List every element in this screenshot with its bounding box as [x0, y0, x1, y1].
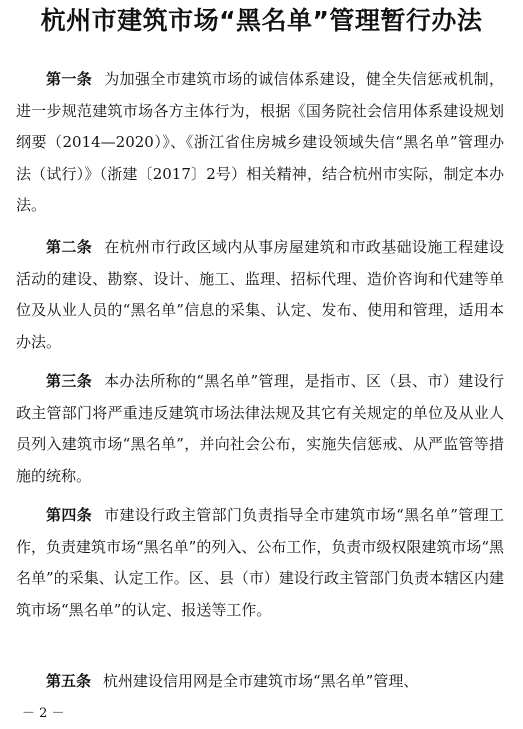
article-5-text: 杭州建设信用网是全市建筑市场“黑名单”管理、: [103, 672, 419, 690]
article-3-text: 本办法所称的“黑名单”管理，是指市、区（县、市）建设行政主管部门将严重违反建筑市场法律法规及其它有关规定的单位及从业人员列入建筑市场“黑名单”，并向社会公布，实施失信惩戒、从严监管等措施的统称。: [16, 372, 504, 485]
article-2: [16, 232, 504, 358]
article-4: [16, 500, 504, 626]
article-4-label: 第四条: [46, 506, 93, 524]
page-number: － 2 －: [22, 706, 65, 721]
article-2-label: 第二条: [46, 238, 93, 256]
article-1: [16, 64, 504, 222]
article-2-text: 在杭州市行政区域内从事房屋建筑和市政基础设施工程建设活动的建设、勘察、设计、施工、监理、招标代理、造价咨询和代建等单位及从业人员的“黑名单”信息的采集、认定、发布、使用和管理，适用本办法。: [16, 238, 504, 351]
article-5: [16, 666, 504, 698]
article-1-text: 为加强全市建筑市场的诚信体系建设，健全失信惩戒机制，进一步规范建筑市场各方主体行为，根据《国务院社会信用体系建设规划纲要（2014—2020）》、《浙江省住房城乡建设领域失信“黑名单”管理办法（试行）》（浙建〔2017〕2号）相关精神，结合杭州市实际，制定本办法。: [16, 70, 504, 214]
article-4-text: 市建设行政主管部门负责指导全市建筑市场“黑名单”管理工作，负责建筑市场“黑名单”的列入、公布工作，负责市级权限建筑市场“黑名单”的采集、认定工作。区、县（市）建设行政主管部门负责本辖区内建筑市场“黑名单”的认定、报送等工作。: [16, 506, 505, 619]
article-5-label: 第五条: [46, 672, 92, 690]
article-1-label: 第一条: [46, 70, 93, 88]
article-3: [16, 366, 504, 492]
article-3-label: 第三条: [46, 372, 93, 390]
document-title: 杭州市建筑市场“黑名单”管理暂行办法: [40, 6, 483, 35]
